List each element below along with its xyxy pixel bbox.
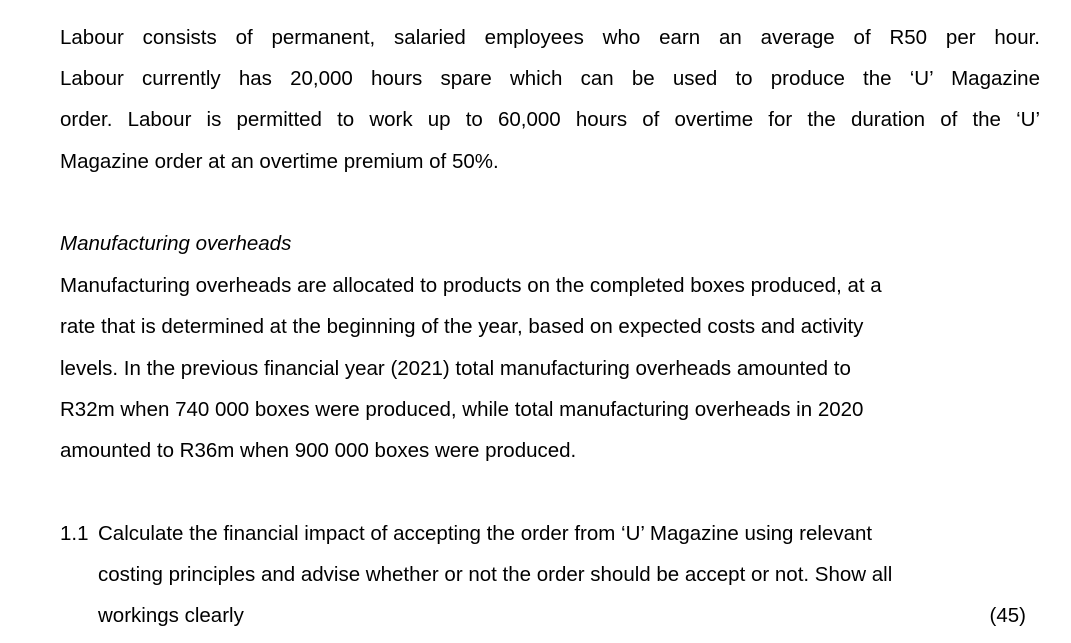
overheads-line-4: R32m when 740 000 boxes were produced, while total manufacturing overheads in 2020 (60, 398, 864, 421)
overheads-line-3: levels. In the previous financial year (2021) total manufacturing overheads amounted to (60, 357, 851, 380)
labour-line-1: Labour consists of permanent, salaried employees who earn an average of R50 per hour. (60, 26, 1040, 49)
labour-line-4: Magazine order at an overtime premium of 50%. (60, 150, 499, 173)
labour-line-3: order. Labour is permitted to work up to 60,000 hours of overtime for the duration of the ‘U’ (60, 108, 1040, 131)
question-number: 1.1 (60, 522, 89, 545)
question-line-3: workings clearly (98, 604, 244, 627)
question-marks: (45) (989, 604, 1026, 627)
labour-line-2: Labour currently has 20,000 hours spare which can be used to produce the ‘U’ Magazine (60, 67, 1040, 90)
overheads-line-2: rate that is determined at the beginning of the year, based on expected costs and activity (60, 315, 864, 338)
overheads-line-5: amounted to R36m when 900 000 boxes were produced. (60, 439, 577, 462)
question-line-2: costing principles and advise whether or not the order should be accept or not. Show all (98, 563, 893, 586)
overheads-heading: Manufacturing overheads (60, 232, 292, 255)
overheads-line-1: Manufacturing overheads are allocated to products on the completed boxes produced, at a (60, 274, 882, 297)
question-line-1: Calculate the financial impact of accepting the order from ‘U’ Magazine using relevant (98, 522, 873, 545)
